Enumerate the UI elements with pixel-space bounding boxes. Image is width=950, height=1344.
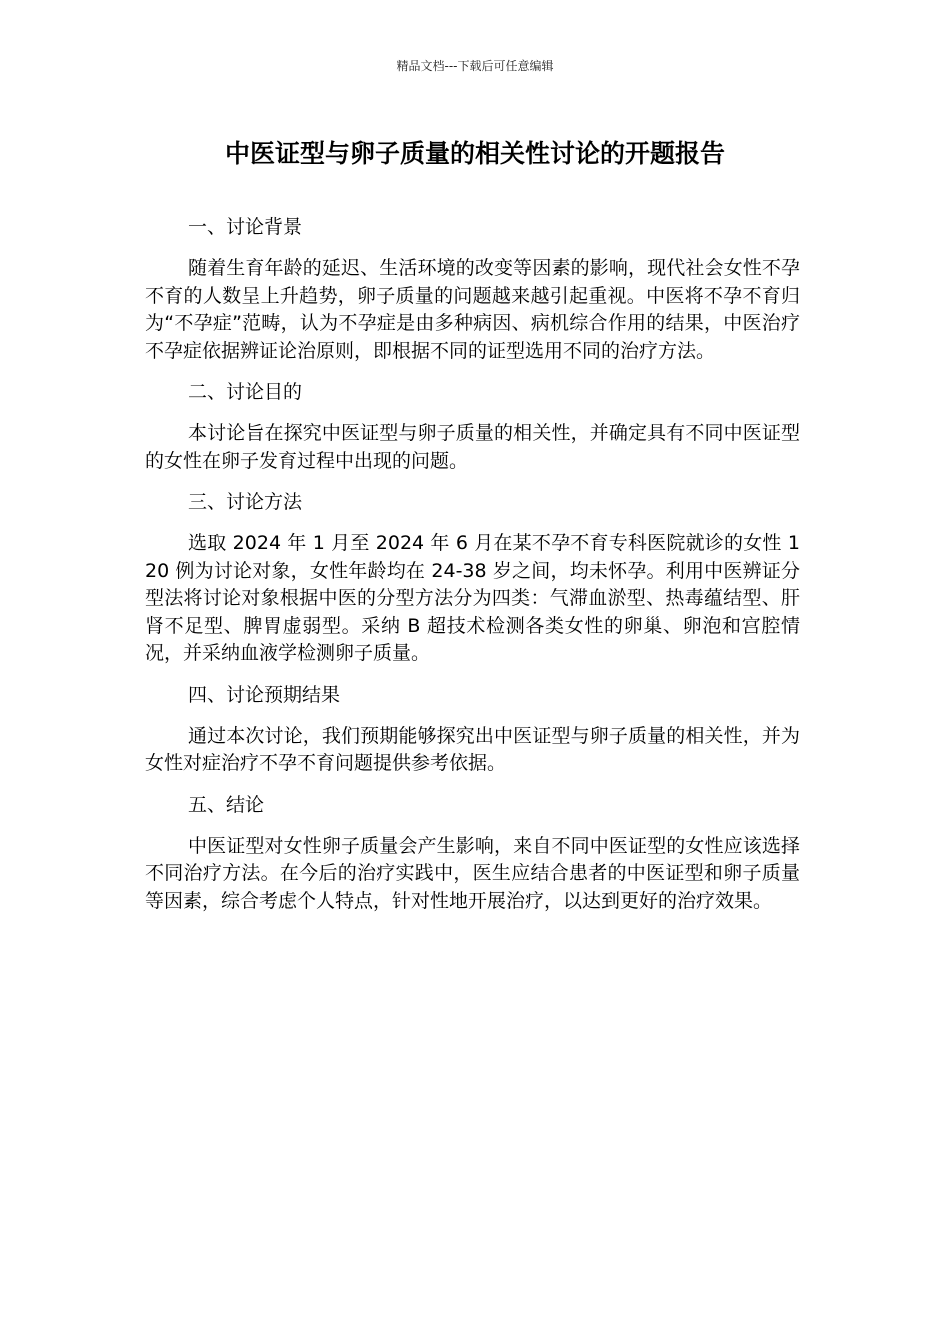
section-heading: 五、结论 [188,793,265,816]
section-conclusion [145,791,800,916]
document-body [145,213,800,928]
section-heading: 三、讨论方法 [188,491,303,513]
section-heading: 四、讨论预期结果 [188,683,341,706]
section-expected-results [145,681,800,778]
section-heading: 二、讨论目的 [188,381,303,403]
section-paragraph: 通过本次讨论，我们预期能够探究出中医证型与卵子质量的相关性，并为女性对症治疗不孕不育问题提供参考依据。 [145,724,800,774]
section-paragraph: 选取 2024 年 1 月至 2024 年 6 月在某不孕不育专科医院就诊的女性 120 例为讨论对象，女性年龄均在 24-38 岁之间，均未怀孕。利用中医辨证分型法将讨论对象根据中医的分型方法分为四类：气滞血淤型、热毒蕴结型、肝肾不足型、脾胃虚弱型。采纳 B 超技术检测各类女性的卵巢、卵泡和宫腔情况，并采纳血液学检测卵子质量。 [145,532,800,664]
page-header: 精品文档---下载后可任意编辑 [396,59,554,73]
document-title: 中医证型与卵子质量的相关性讨论的开题报告 [224,139,725,168]
section-purpose [145,378,800,475]
section-paragraph: 本讨论旨在探究中医证型与卵子质量的相关性，并确定具有不同中医证型的女性在卵子发育过程中出现的问题。 [145,422,800,472]
section-heading: 一、讨论背景 [188,216,303,238]
section-paragraph: 随着生育年龄的延迟、生活环境的改变等因素的影响，现代社会女性不孕不育的人数呈上升趋势，卵子质量的问题越来越引起重视。中医将不孕不育归为“不孕症”范畴，认为不孕症是由多种病因、病机综合作用的结果，中医治疗不孕症依据辨证论治原则，即根据不同的证型选用不同的治疗方法。 [145,257,800,362]
section-background [145,213,800,365]
section-methods [145,488,800,668]
section-paragraph: 中医证型对女性卵子质量会产生影响，来自不同中医证型的女性应该选择不同治疗方法。在今后的治疗实践中，医生应结合患者的中医证型和卵子质量等因素，综合考虑个人特点，针对性地开展治疗，以达到更好的治疗效果。 [145,834,800,912]
